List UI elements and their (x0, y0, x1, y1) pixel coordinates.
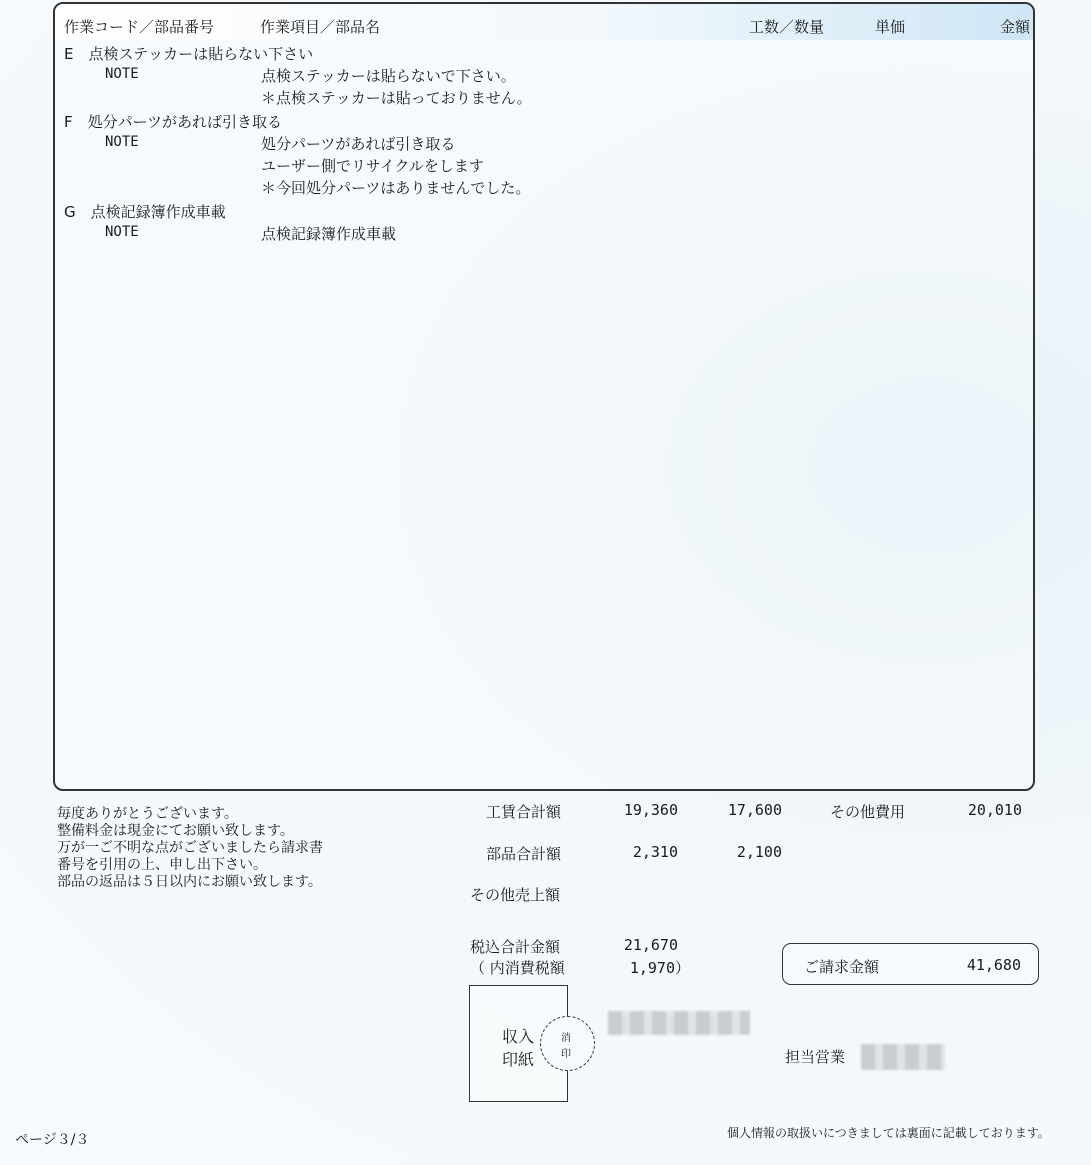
cancellation-seal-circle (540, 1016, 595, 1071)
line-items-table (53, 2, 1035, 791)
header-amount: 金額 (1000, 18, 1031, 36)
item-f-note: NOTE (105, 134, 139, 150)
item-f-line-1: 処分パーツがあれば引き取る (261, 135, 456, 153)
parts-total-incl: 2,310 (632, 843, 678, 861)
invoice-amount-label: ご請求金額 (804, 958, 880, 976)
parts-total-label: 部品合計額 (486, 845, 562, 863)
header-unit-price: 単価 (875, 18, 906, 36)
privacy-note: 個人情報の取扱いにつきましては裏面に記載しております。 (727, 1126, 1050, 1140)
tax-included-total-label: 税込合計金額 (470, 938, 561, 956)
thanks-line: 万が一ご不明な点がございましたら請求書 (57, 840, 323, 856)
thanks-message (57, 806, 323, 891)
item-g-line-1: 点検記録簿作成車載 (261, 225, 397, 243)
item-e-note: NOTE (105, 66, 139, 82)
parts-total-excl: 2,100 (736, 843, 782, 861)
staff-label: 担当営業 (785, 1048, 846, 1066)
consumption-tax-label: （ 内消費税額 (470, 959, 565, 977)
item-g-note: NOTE (105, 224, 139, 240)
page-number: ページ３/３ (15, 1132, 90, 1148)
labor-total-label: 工賃合計額 (486, 803, 562, 821)
revenue-stamp-label-1: 収入 (502, 1027, 535, 1046)
item-e-line-2: ＊点検ステッカーは貼っておりません。 (261, 89, 532, 107)
invoice-amount-box (782, 943, 1039, 985)
thanks-line: 毎度ありがとうございます。 (57, 806, 238, 822)
tax-included-total-value: 21,670 (623, 936, 678, 954)
invoice-amount-value: 41,680 (966, 956, 1021, 974)
header-item: 作業項目／部品名 (260, 18, 381, 36)
item-f-line-2: ユーザー側でリサイクルをします (261, 157, 484, 175)
item-g-code: G 点検記録簿作成車載 (64, 203, 226, 221)
item-e-line-1: 点検ステッカーは貼らないで下さい。 (261, 67, 516, 85)
item-f-line-3: ＊今回処分パーツはありませんでした。 (261, 179, 531, 197)
other-cost-value: 20,010 (967, 801, 1022, 819)
item-e-code: E 点検ステッカーは貼らない下さい (64, 45, 314, 63)
thanks-line: 部品の返品は５日以内にお願い致します。 (57, 874, 322, 890)
redacted-staff-name (861, 1044, 945, 1070)
thanks-line: 整備料金は現金にてお願い致します。 (57, 823, 294, 839)
header-code: 作業コード／部品番号 (64, 18, 215, 36)
other-sales-label: その他売上額 (470, 886, 561, 904)
thanks-line: 番号を引用の上、申し出下さい。 (57, 857, 267, 873)
other-cost-label: その他費用 (830, 803, 906, 821)
redacted-company-name (608, 1011, 750, 1035)
header-qty: 工数／数量 (749, 18, 825, 36)
labor-total-excl: 17,600 (727, 801, 782, 819)
cancellation-seal-char-2: 印 (561, 1049, 571, 1060)
labor-total-incl: 19,360 (623, 801, 678, 819)
table-header (55, 4, 1033, 40)
revenue-stamp-label-2: 印紙 (502, 1050, 535, 1069)
cancellation-seal-char-1: 消 (561, 1033, 571, 1044)
consumption-tax-value: 1,970） (629, 959, 690, 977)
item-f-code: F 処分パーツがあれば引き取る (64, 113, 283, 131)
